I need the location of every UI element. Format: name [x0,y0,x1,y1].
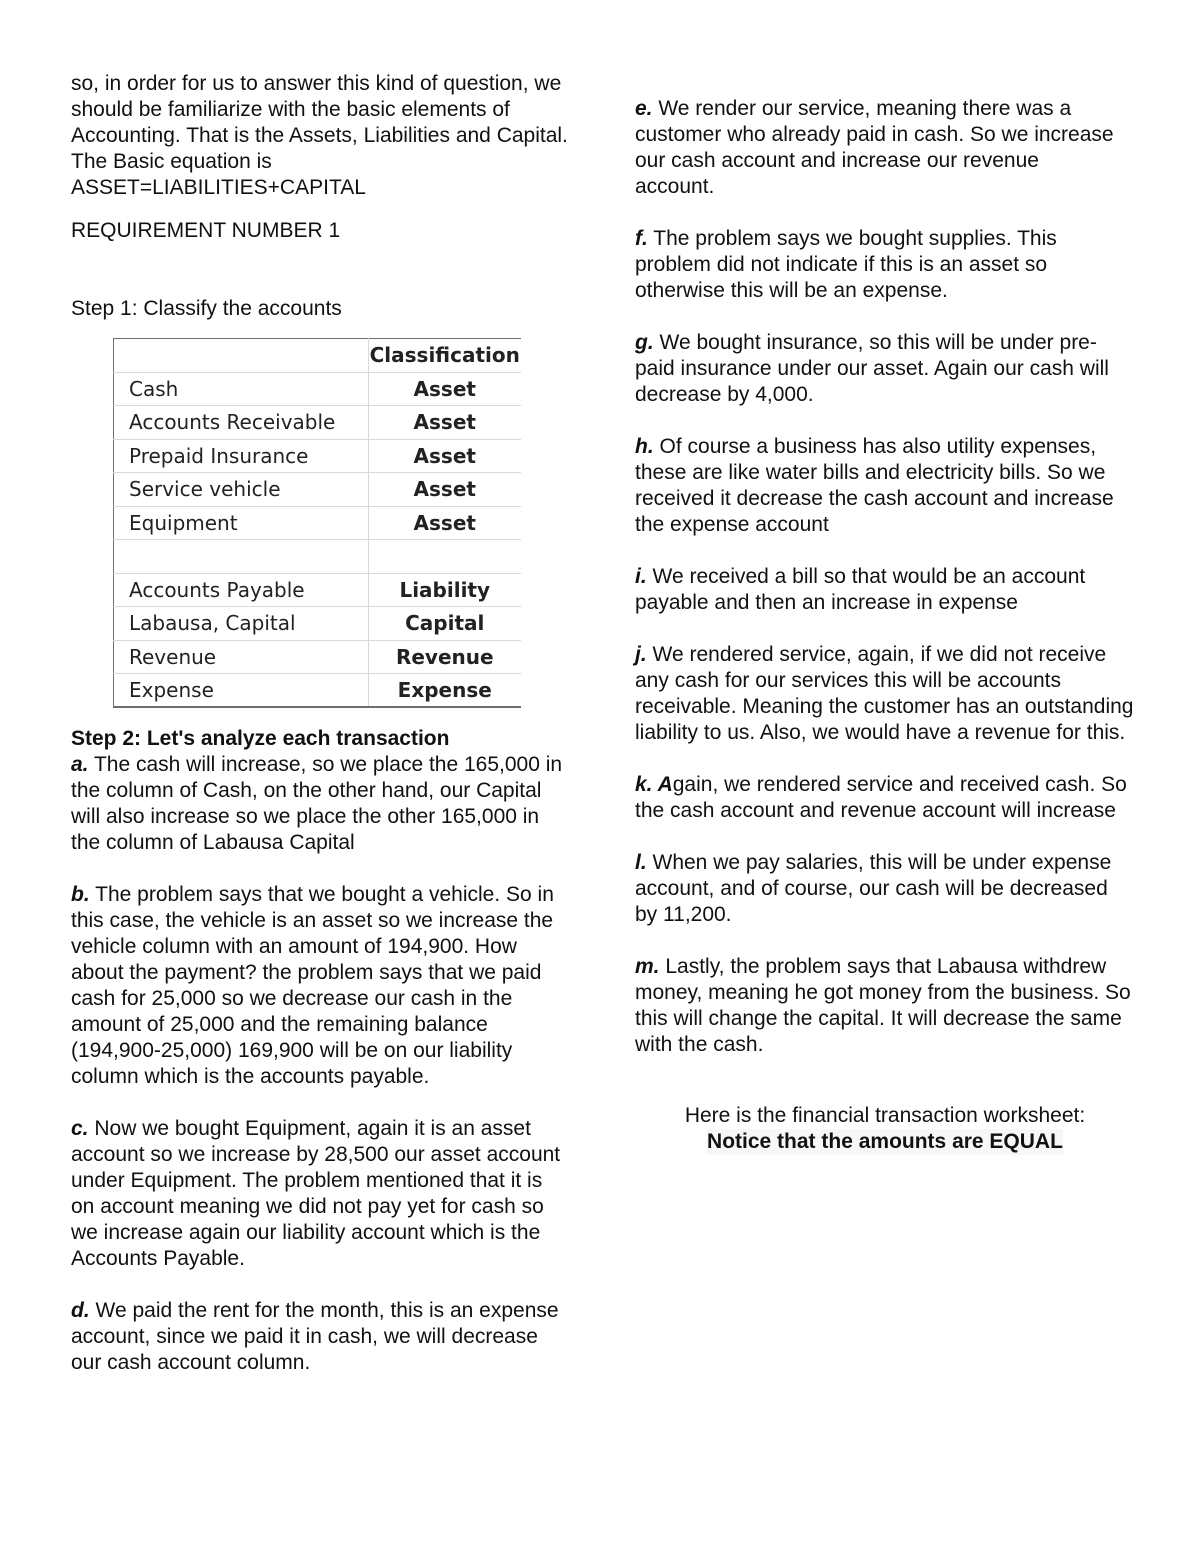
intro-paragraph: so, in order for us to answer this kind of question, we should be familiarize with the basic elements of Accounting. That is the Assets, Liabilities and Capital. The Basic equation is ASSET=LIABILITIES+CAPITAL [71,72,568,199]
account-cell: Prepaid Insurance [114,439,369,473]
classification-cell: Asset [369,506,521,540]
transaction-text: The problem says that we bought a vehicle. So in this case, the vehicle is an asset so we increase the vehicle column with an amount of 194,900. How about the payment? the problem says that we paid cash for 25,000 so we decrease our cash in the amount of 25,000 and the remaining balance (194,900-25,000) 169,900 will be on our liability column which is the accounts payable. [71,883,554,1088]
account-cell: Revenue [114,640,369,674]
transaction-e [635,96,1135,200]
transaction-text: We received a bill so that would be an account payable and then an increase in expense [635,565,1086,614]
classification-cell: Revenue [369,640,521,674]
transaction-a [71,752,571,856]
account-cell: Accounts Payable [114,573,369,607]
classification-cell: Liability [369,573,521,607]
table-header-cell [114,339,369,373]
classification-cell: Asset [369,439,521,473]
transaction-j [635,642,1135,746]
transaction-text: When we pay salaries, this will be under expense account, and of course, our cash will be decreased by 11,200. [635,851,1112,926]
step2-heading: Step 2: Let's analyze each transaction [71,727,450,750]
classification-cell: Asset [369,406,521,440]
classification-table-wrapper [113,338,571,708]
transaction-text: The cash will increase, so we place the 165,000 in the column of Cash, on the other hand, our Capital will also increase so we place the other 165,000 in the column of Labausa Capital [71,753,563,854]
transaction-label: c. [71,1117,89,1140]
transaction-i [635,564,1135,616]
classification-table [113,338,521,708]
classification-cell: Asset [369,372,521,406]
transaction-label: f. [635,227,648,250]
transaction-k [635,772,1135,824]
transaction-text: Now we bought Equipment, again it is an asset account so we increase by 28,500 our asset account under Equipment. The problem mentioned that it is on account meaning we did not pay yet for cash so we increase again our liability account which is the Accounts Payable. [71,1117,561,1270]
table-row [114,607,521,641]
table-row [114,372,521,406]
transaction-m [635,954,1135,1058]
worksheet-note [635,1103,1135,1155]
worksheet-notice: Notice that the amounts are EQUAL [707,1130,1063,1153]
account-cell: Labausa, Capital [114,607,369,641]
transaction-label: d. [71,1299,90,1322]
table-row [114,573,521,607]
account-cell: Accounts Receivable [114,406,369,440]
table-row [114,640,521,674]
transaction-text: The problem says we bought supplies. This problem did not indicate if this is an asset so otherwise this will be an expense. [635,227,1057,302]
classification-cell: Capital [369,607,521,641]
transaction-label: a. [71,753,89,776]
transaction-text: We render our service, meaning there was a customer who already paid in cash. So we increase our cash account and increase our revenue [635,97,1114,172]
transaction-label: h. [635,435,654,458]
account-cell: Equipment [114,506,369,540]
transaction-h [635,434,1135,538]
account-cell [114,540,369,574]
transaction-text: gain, we rendered service and received cash. So the cash account and revenue account will increase [635,773,1127,822]
table-header-row [114,339,521,373]
transaction-label: g. [635,331,654,354]
transaction-label: m. [635,955,660,978]
classification-cell [369,540,521,574]
transaction-text: Lastly, the problem says that Labausa withdrew money, meaning he got money from the business. So this will change the capital. It will decrease the same with the cash. [635,955,1131,1056]
table-row [114,473,521,507]
transaction-text: We paid the rent for the month, this is an expense account, since we paid it in cash, we will decrease our cash account column. [71,1299,559,1374]
transaction-text: Of course a business has also utility expenses, these are like water bills and electricity bills. So we received it decrease the cash account and increase the expense account [635,435,1114,536]
transaction-label: b. [71,883,90,906]
transaction-d [71,1298,571,1376]
transaction-label: l. [635,851,647,874]
table-row [114,540,521,574]
transaction-c [71,1116,571,1272]
transaction-text: We bought insurance, so this will be under pre-paid insurance under our asset. Again our cash will decrease by 4,000. [635,331,1109,406]
transaction-g [635,330,1135,408]
classification-cell: Asset [369,473,521,507]
transaction-label: j. [635,643,647,666]
transaction-label: e. [635,97,653,120]
table-row [114,439,521,473]
transaction-b [71,882,571,1090]
requirement-heading: REQUIREMENT NUMBER 1 [71,219,341,242]
transaction-f [635,226,1135,304]
transaction-label: i. [635,565,647,588]
table-row [114,674,521,708]
step1-heading: Step 1: Classify the accounts [71,297,342,320]
transaction-text-continued: account. [635,175,715,198]
account-cell: Service vehicle [114,473,369,507]
transaction-label: k. A [635,773,673,796]
left-column [71,71,571,1376]
classification-cell: Expense [369,674,521,708]
table-row [114,406,521,440]
table-header-cell: Classification [369,339,521,373]
transaction-l [635,850,1135,928]
worksheet-intro: Here is the financial transaction worksheet: [684,1104,1086,1127]
transaction-text: We rendered service, again, if we did not receive any cash for our services this will be accounts receivable. Meaning the customer has an outstanding liability to us. Also, we would have a revenue for this. [635,643,1134,744]
account-cell: Cash [114,372,369,406]
right-column [635,96,1135,1155]
account-cell: Expense [114,674,369,708]
table-row [114,506,521,540]
